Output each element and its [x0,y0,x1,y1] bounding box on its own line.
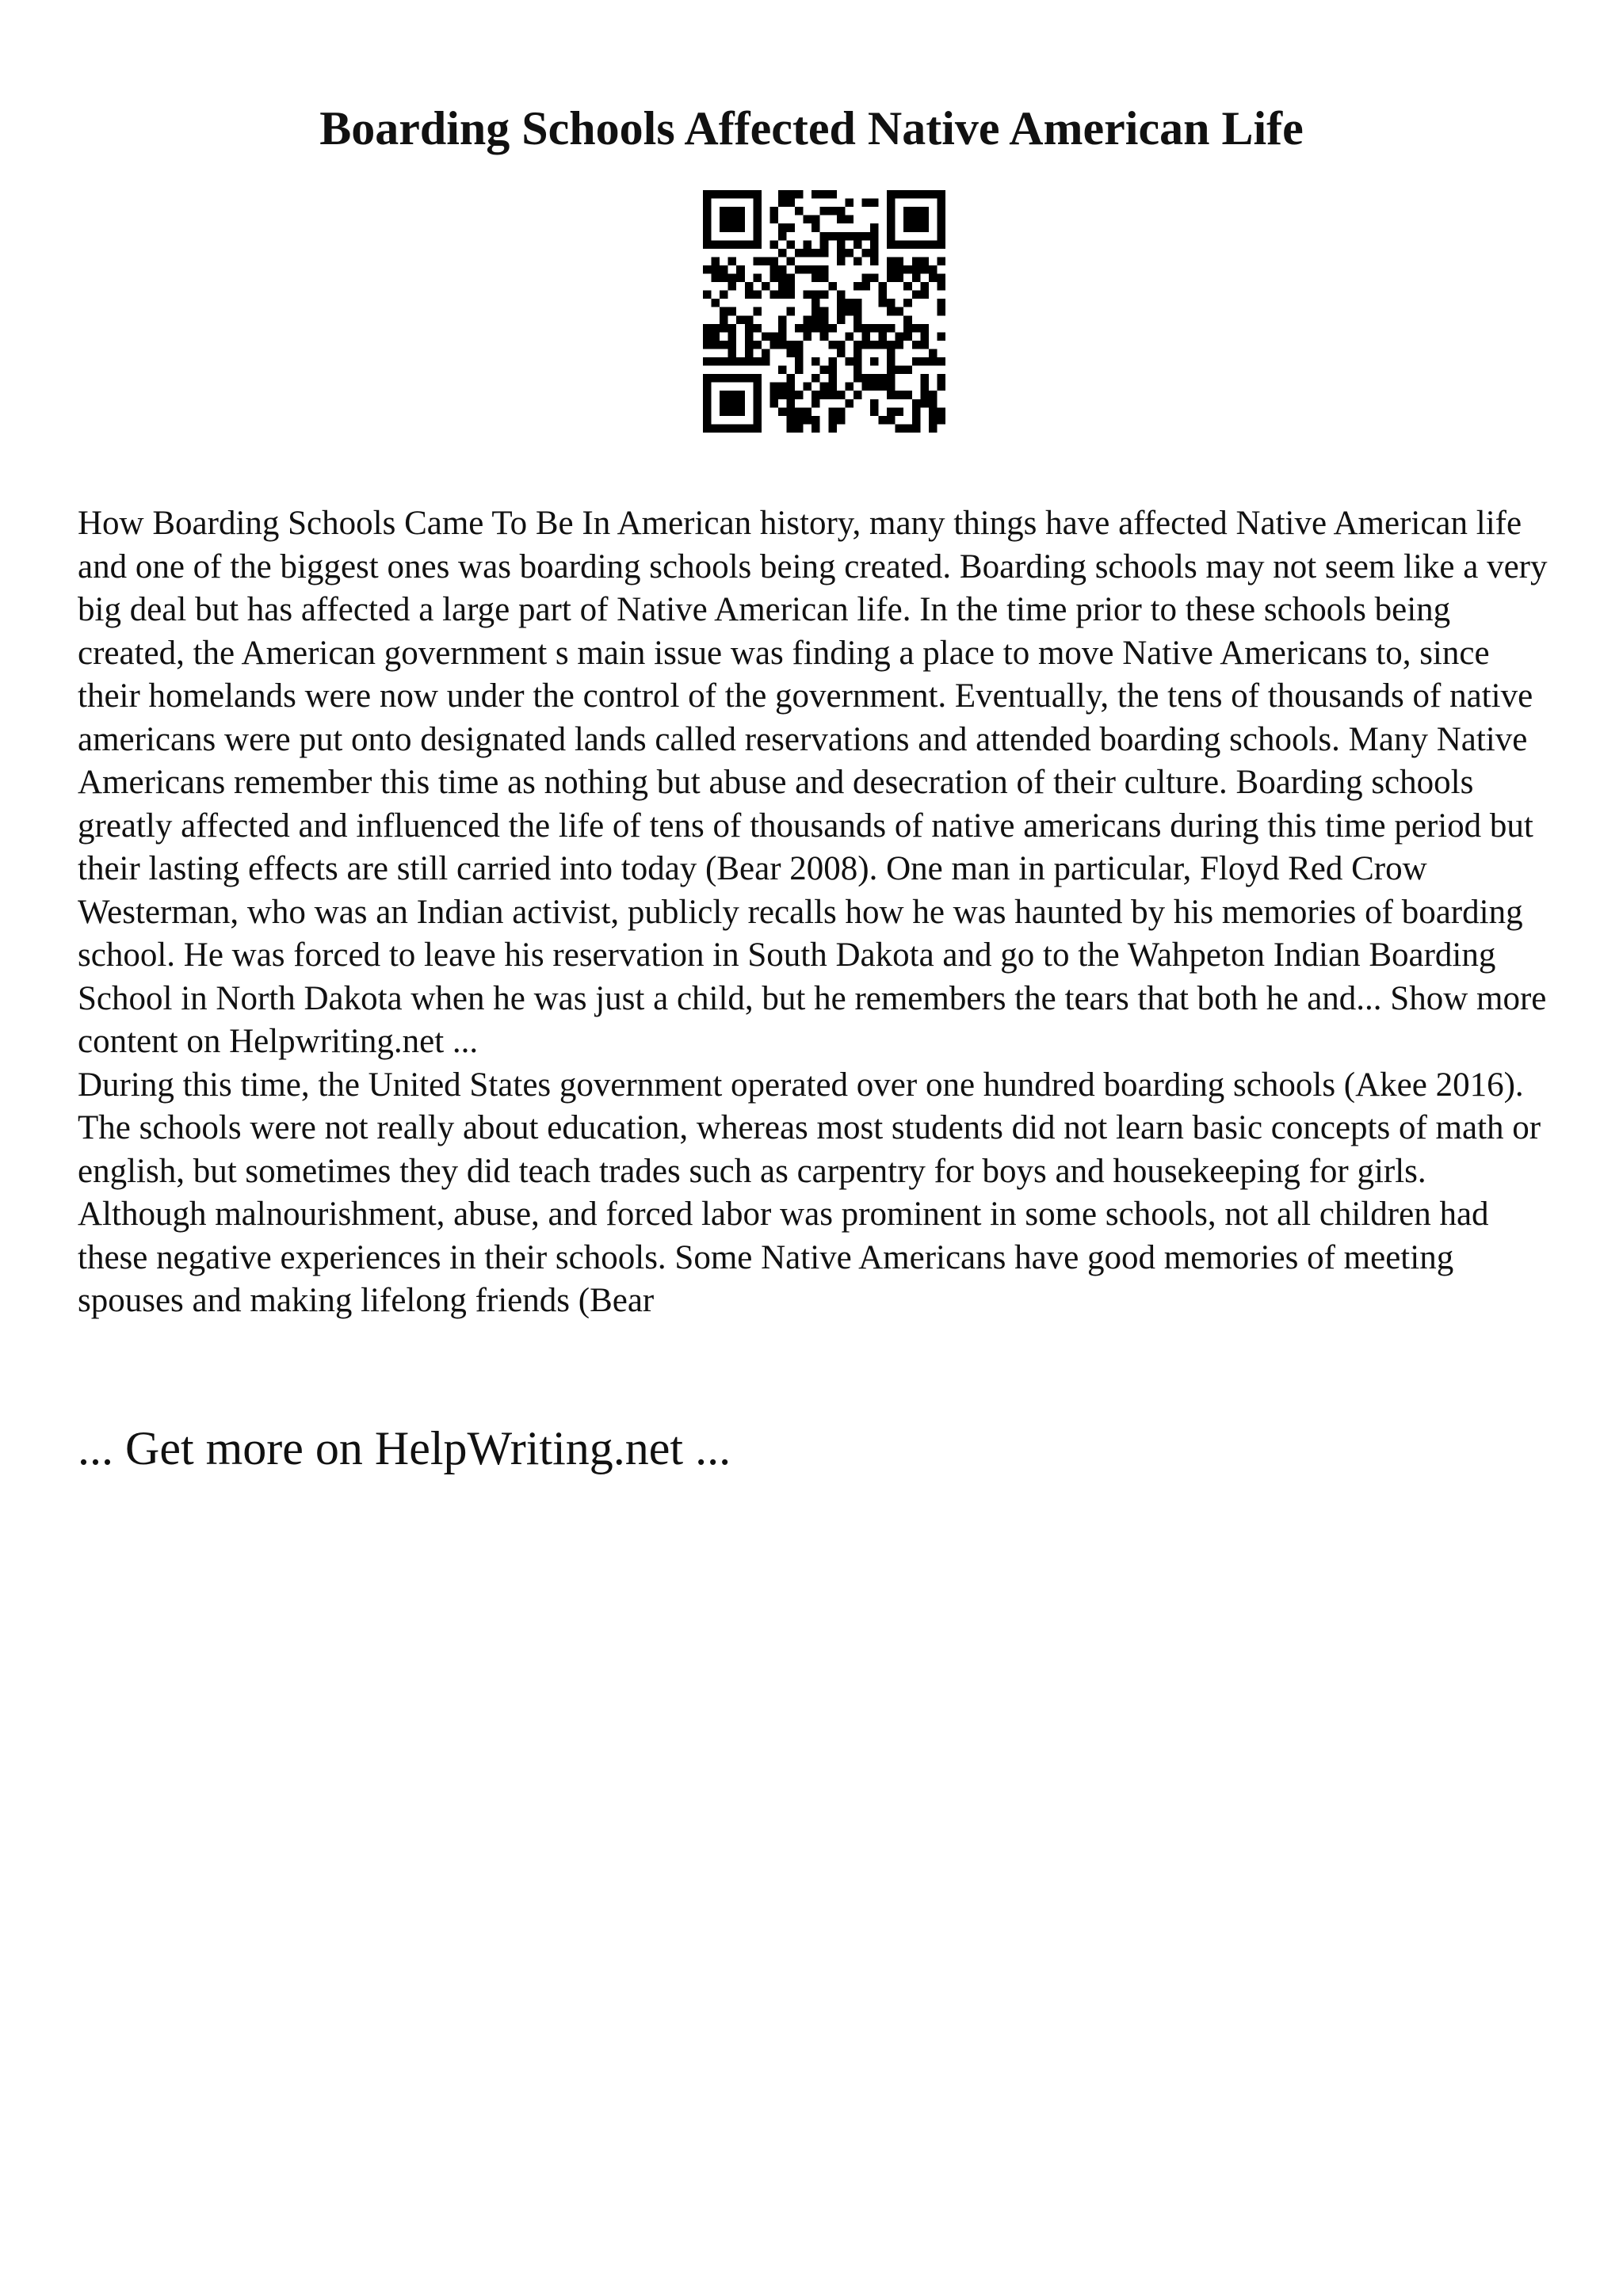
get-more-link[interactable]: ... Get more on HelpWriting.net ... [78,1422,731,1474]
document-body [78,502,1560,1323]
document-title: Boarding Schools Affected Native American Life [319,102,1304,154]
body-paragraph-1: How Boarding Schools Came To Be In American history, many things have affected Native American life and one of the biggest ones was boarding schools being created. Boarding schools may not seem like a very big deal but has affected a large part of Native American life. In the time prior to these schools being created, the American government s main issue was finding a place to move Native Americans to, since their homelands were now under the control of the government. Eventually, the tens of thousands of native americans were put onto designated lands called reservations and attended boarding schools. Many Native Americans remember this time as nothing but abuse and desecration of their culture. Boarding schools greatly affected and influenced the life of tens of thousands of native americans during this time period but their lasting effects are still carried into today (Bear 2008). One man in particular, Floyd Red Crow Westerman, who was an Indian activist, publicly recalls how he was haunted by his memories of boarding school. He was forced to leave his reservation in South Dakota and go to the Wahpeton Indian Boarding School in North Dakota when he was just a child, but he remembers the tears that both he and... Show more content on Helpwriting.net ... [78,505,1548,1060]
qr-code-icon [703,190,945,433]
body-paragraph-2: During this time, the United States government operated over one hundred boarding schools (Akee 2016). The schools were not really about education, whereas most students did not learn basic concepts of math or english, but sometimes they did teach trades such as carpentry for boys and housekeeping for girls. Although malnourishment, abuse, and forced labor was prominent in some schools, not all children had these negative experiences in their schools. Some Native Americans have good memories of meeting spouses and making lifelong friends (Bear [78,1066,1541,1319]
